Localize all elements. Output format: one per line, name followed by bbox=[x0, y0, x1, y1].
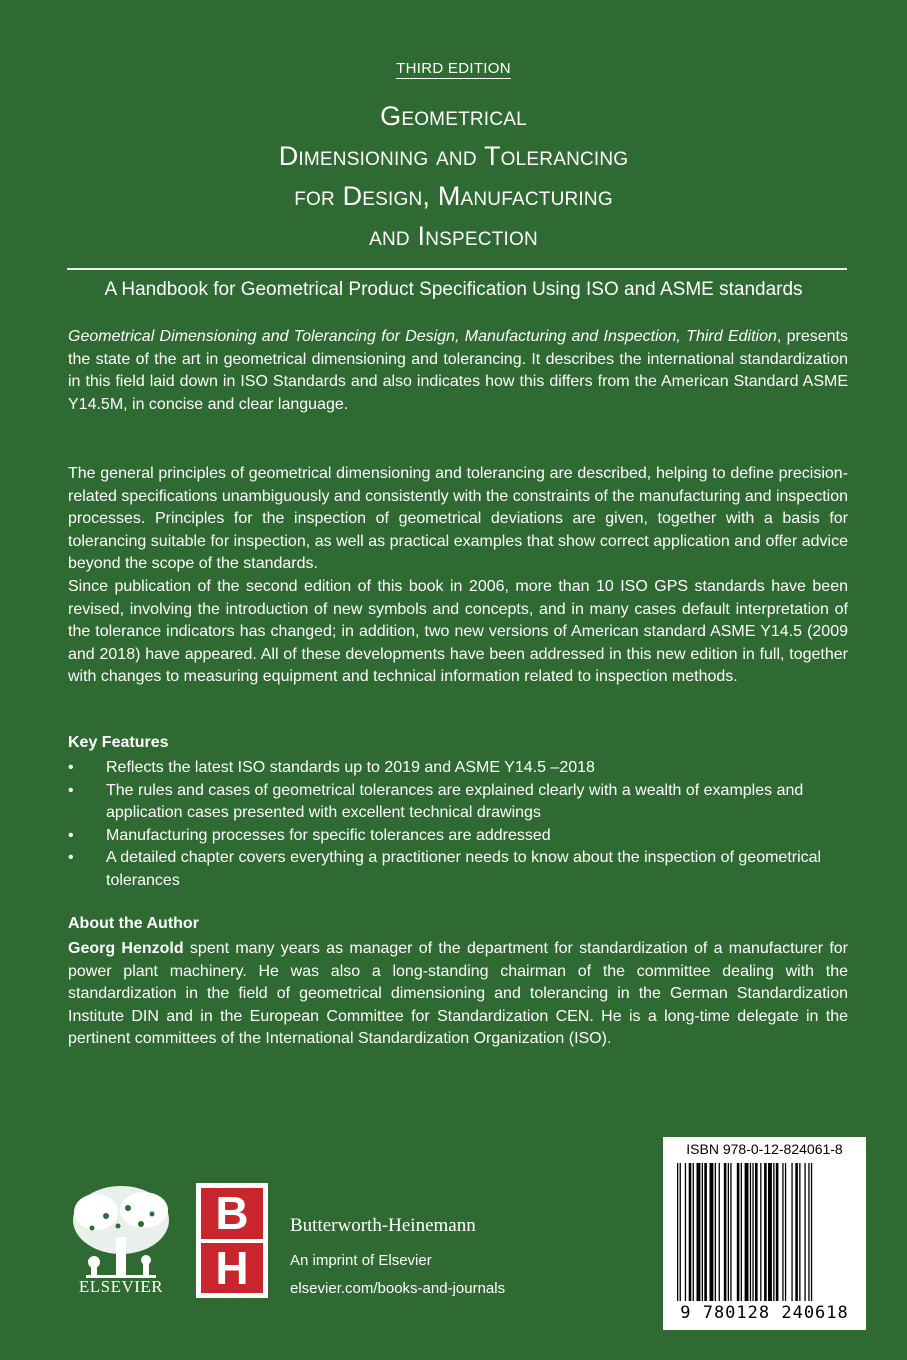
barcode-bar bbox=[689, 1163, 692, 1301]
barcode-bar bbox=[715, 1163, 716, 1301]
barcode-bar bbox=[804, 1163, 805, 1301]
barcode-bar bbox=[776, 1163, 779, 1301]
barcode-bar bbox=[702, 1163, 703, 1301]
edition-label: THIRD EDITION bbox=[396, 60, 511, 77]
barcode-bar bbox=[773, 1163, 774, 1301]
barcode-bar bbox=[737, 1163, 740, 1301]
barcode-bar bbox=[677, 1163, 678, 1301]
barcode-bar bbox=[760, 1163, 761, 1301]
description-paragraph-3: Since publication of the second edition of this book in 2006, more than 10 ISO GPS standards have been revised, involving the introduction of new symbols and concepts, and in many cases default interpretation of the tolerance indicators has changed; in addition, two new versions of American standard ASME Y14.5 (2009 and 2018) have appeared. All of these developments have been addressed in this new edition in full, together with changes to measuring equipment and technical information related to inspection methods. bbox=[68, 578, 848, 686]
barcode-bar bbox=[811, 1163, 812, 1301]
publisher-name: Butterworth-Heinemann bbox=[290, 1215, 476, 1236]
barcode-bar bbox=[768, 1163, 772, 1301]
title-line: Geometrical bbox=[380, 101, 527, 131]
barcode-bar bbox=[741, 1163, 742, 1301]
description-paragraph-1 bbox=[68, 326, 848, 416]
elsevier-logo-text: ELSEVIER bbox=[78, 1277, 164, 1296]
key-features-list bbox=[68, 757, 848, 893]
description-paragraph-2: The general principles of geometrical dimensioning and tolerancing are described, helping to define precision-related specifications unambiguously and consistently with the constraints of the manufacturing and inspection processes. Principles for the inspection of geometrical deviations are given, together with a basis for tolerancing suitable for inspection, as well as practical examples that show correct application and offer advice beyond the scope of the standards. bbox=[68, 465, 849, 573]
barcode-bar bbox=[750, 1163, 751, 1301]
list-item: • The rules and cases of geometrical tolerances are explained clearly with a wealth of examples and application cases presented with excellent technical drawings bbox=[68, 781, 804, 822]
barcode-bar bbox=[704, 1163, 707, 1301]
barcode-bar bbox=[693, 1163, 694, 1301]
barcode-bar bbox=[791, 1163, 792, 1301]
barcode-bar bbox=[685, 1163, 686, 1301]
book-title-italic: Geometrical Dimensioning and Tolerancing for Design, Manufacturing and Inspection, Third Edition bbox=[68, 328, 777, 345]
barcode-bar bbox=[730, 1163, 731, 1301]
about-author-text: Georg Henzold spent many years as manager of the department for standardization of a manufacturer for power plant machinery. He was also a long-standing chairman of the committee dealing with the standardization in the field of geometrical dimensioning and tolerancing in the German Standardization Institute DIN and in the European Committee for Standardization CEN. He is a long-time delegate in the pertinent committees of the International Standardization Organization (ISO). bbox=[68, 940, 848, 1048]
barcode-bars bbox=[673, 1163, 856, 1301]
bh-logo-letter: B bbox=[201, 1188, 263, 1239]
bullet: • bbox=[68, 759, 74, 776]
author-name: Georg Henzold bbox=[68, 940, 184, 957]
key-features-heading: Key Features bbox=[68, 734, 169, 751]
bh-logo-letter: H bbox=[201, 1243, 263, 1293]
barcode-bar bbox=[764, 1163, 767, 1301]
barcode-bar bbox=[728, 1163, 729, 1301]
barcode-bar bbox=[782, 1163, 783, 1301]
barcode-bar bbox=[752, 1163, 753, 1301]
barcode-bar bbox=[745, 1163, 749, 1301]
title-line: and Inspection bbox=[369, 221, 538, 251]
paragraph-text: , presents the state of the art in geometrical dimensioning and tolerancing. It describes the international standardization in this field laid down in ISO Standards and also indicates how this differs from the American Standard ASME Y14.5M, in concise and clear language. bbox=[68, 328, 848, 413]
barcode-bar bbox=[755, 1163, 758, 1301]
barcode-number: 9 780128 240618 bbox=[680, 1303, 849, 1323]
list-item: • Reflects the latest ISO standards up to 2019 and ASME Y14.5 –2018 bbox=[68, 757, 848, 780]
barcode-bar bbox=[697, 1163, 701, 1301]
title-line: for Design, Manufacturing bbox=[294, 181, 613, 211]
barcode-bar bbox=[724, 1163, 727, 1301]
publisher-imprint: An imprint of Elsevier bbox=[290, 1252, 432, 1269]
subtitle: A Handbook for Geometrical Product Specification Using ISO and ASME standards bbox=[104, 279, 803, 300]
list-item: • Manufacturing processes for specific tolerances are addressed bbox=[68, 825, 848, 848]
title-line: Dimensioning and Tolerancing bbox=[278, 141, 629, 171]
divider bbox=[67, 268, 847, 270]
isbn-barcode bbox=[663, 1137, 866, 1330]
publisher-url: elsevier.com/books-and-journals bbox=[290, 1280, 506, 1297]
bh-logo bbox=[196, 1183, 268, 1298]
barcode-bar bbox=[799, 1163, 800, 1301]
barcode-bar bbox=[785, 1163, 786, 1301]
barcode-bar bbox=[680, 1163, 681, 1301]
bullet: • bbox=[68, 781, 74, 799]
about-author-heading: About the Author bbox=[68, 915, 199, 932]
isbn-label: ISBN 978-0-12-824061-8 bbox=[686, 1141, 843, 1157]
barcode-bar bbox=[710, 1163, 714, 1301]
barcode-bar bbox=[795, 1163, 798, 1301]
barcode-bar bbox=[719, 1163, 720, 1301]
barcode-bar bbox=[808, 1163, 809, 1301]
list-item: • A detailed chapter covers everything a practitioner needs to know about the inspection of geometrical tolerances bbox=[68, 849, 822, 889]
bullet: • bbox=[68, 826, 74, 844]
book-title bbox=[0, 96, 907, 256]
bullet: • bbox=[68, 849, 74, 867]
